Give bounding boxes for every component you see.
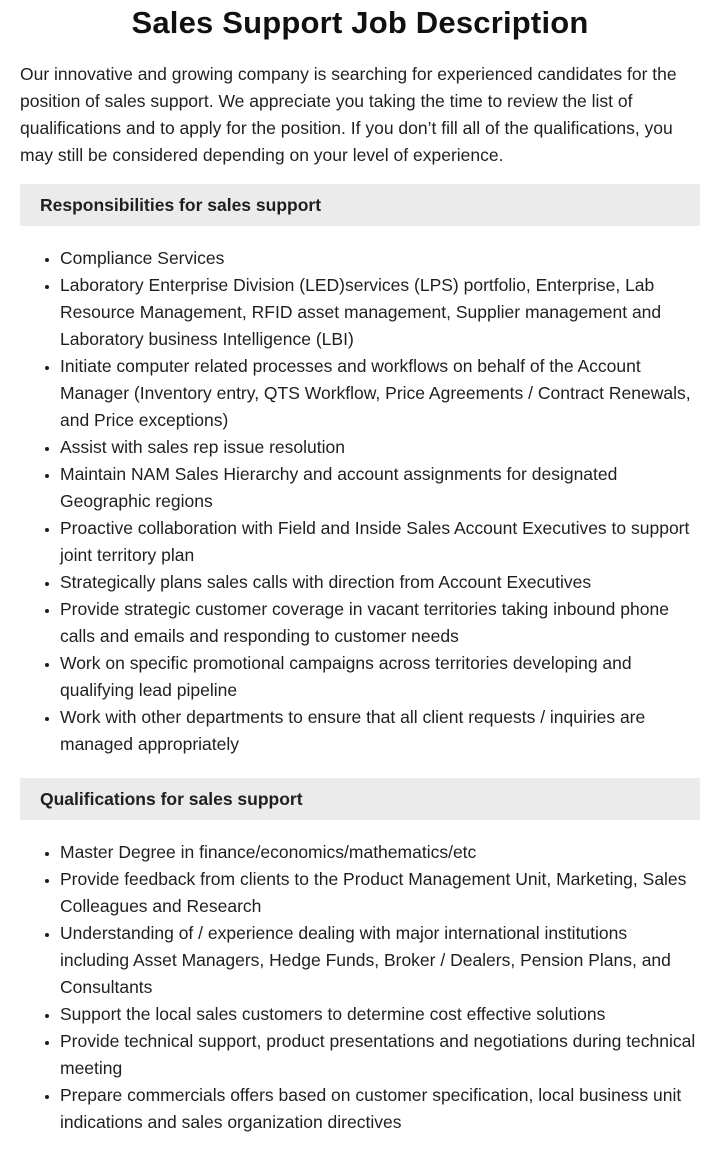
responsibilities-heading: Responsibilities for sales support bbox=[20, 184, 700, 226]
intro-paragraph: Our innovative and growing company is searching for experienced candidates for the position of sales support. We appreciate you taking the time to review the list of qualifications and to apply for the position. If you don’t fill all of the qualifications, you may still be considered depending on your level of experience. bbox=[20, 64, 677, 165]
list-item: • Proactive collaboration with Field and Inside Sales Account Executives to support joint territory plan bbox=[60, 515, 700, 569]
qualifications-heading: Qualifications for sales support bbox=[20, 778, 700, 820]
list-item: • Work with other departments to ensure that all client requests / inquiries are managed appropriately bbox=[60, 704, 700, 758]
list-item: • Compliance Services bbox=[60, 245, 700, 272]
list-item: • Provide feedback from clients to the Product Management Unit, Marketing, Sales Colleagues and Research bbox=[60, 866, 700, 920]
list-item: • Work on specific promotional campaigns across territories developing and qualifying lead pipeline bbox=[60, 650, 700, 704]
list-item: • Initiate computer related processes and workflows on behalf of the Account Manager (Inventory entry, QTS Workflow, Price Agreements / Contract Renewals, and Price exceptions) bbox=[60, 353, 700, 434]
list-item: • Assist with sales rep issue resolution bbox=[60, 434, 700, 461]
list-item: • Master Degree in finance/economics/mathematics/etc bbox=[60, 839, 700, 866]
list-item: • Laboratory Enterprise Division (LED)services (LPS) portfolio, Enterprise, Lab Resource Management, RFID asset management, Supplier management and Laboratory business Intelligence (LBI) bbox=[60, 272, 700, 353]
list-item: • Understanding of / experience dealing with major international institutions including Asset Managers, Hedge Funds, Broker / Dealers, Pension Plans, and Consultants bbox=[60, 920, 700, 1001]
list-item: • Provide technical support, product presentations and negotiations during technical meeting bbox=[60, 1028, 700, 1082]
list-item: • Provide strategic customer coverage in vacant territories taking inbound phone calls and emails and responding to customer needs bbox=[60, 596, 700, 650]
list-item: • Maintain NAM Sales Hierarchy and account assignments for designated Geographic regions bbox=[60, 461, 700, 515]
list-item: • Support the local sales customers to determine cost effective solutions bbox=[60, 1001, 700, 1028]
page-title: Sales Support Job Description bbox=[131, 5, 589, 40]
qualifications-list bbox=[20, 839, 700, 1136]
list-item: • Strategically plans sales calls with direction from Account Executives bbox=[60, 569, 700, 596]
list-item: • Prepare commercials offers based on customer specification, local business unit indications and sales organization directives bbox=[60, 1082, 700, 1136]
responsibilities-list bbox=[20, 245, 700, 758]
